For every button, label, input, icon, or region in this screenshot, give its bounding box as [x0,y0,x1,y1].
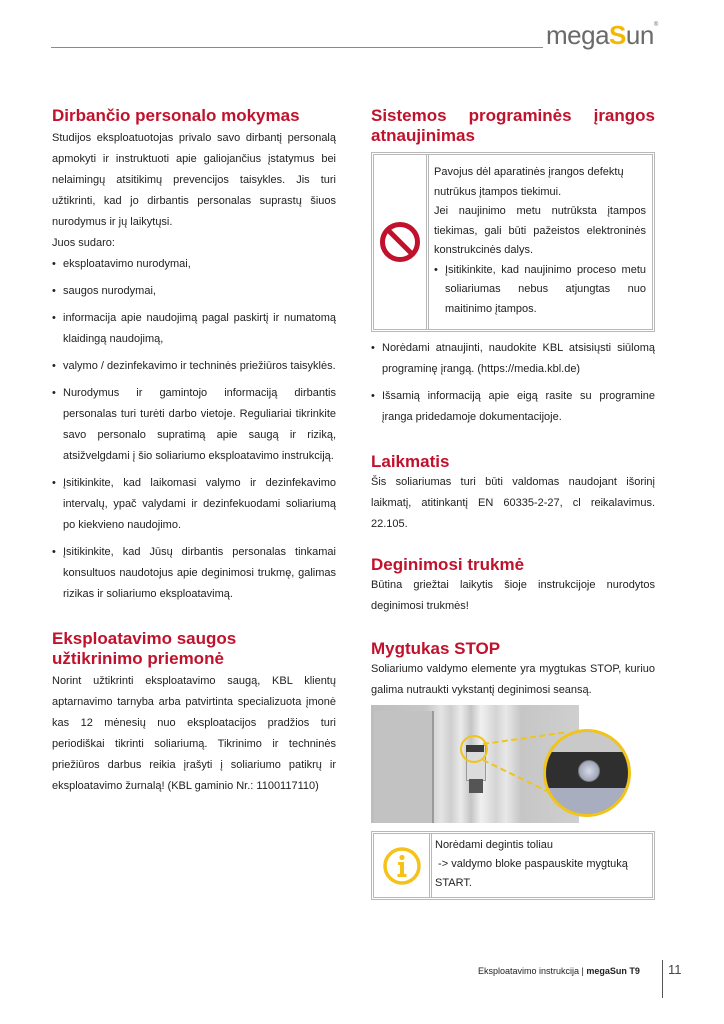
footer-doc-title [478,966,640,976]
info-text [432,834,652,897]
list-item: • valymo / dezinfekavimo ir techninės priežiūros taisyklės. [52,356,336,377]
staff-training-list [52,254,336,605]
page-number: 11 [668,962,682,977]
warning-bullet: • Įsitikinkite, kad naujinimo proceso metu soliariumas nebus atjungtas nuo maitinimo įtampos. [434,261,646,320]
header-rule [51,47,543,48]
timer-body: Šis soliariumas turi būti valdomas naudojant išorinį laikmatį, atitinkantį EN 60335-2-27, cl reikalavimus. 22.105. [371,476,655,530]
tanning-duration-body: Būtina griežtai laikytis šioje instrukcijoje nurodytos deginimosi trukmės! [371,579,655,612]
list-item: • eksploatavimo nurodymai, [52,254,336,275]
warning-icon-cell [374,155,429,329]
title-line-1: Eksploatavimo saugos [52,629,237,648]
info-line-1: Norėdami degintis toliau [435,839,554,851]
info-line-2: -> valdymo bloke paspauskite mygtuką [435,858,628,870]
software-update-list [371,338,655,428]
title-line-2: užtikrinimo priemonė [52,649,224,668]
stop-button-icon [578,760,600,782]
solarium-door [374,711,434,823]
magnified-top [546,732,628,754]
warning-box [371,152,655,332]
list-item: • Įsitikinkite, kad laikomasi valymo ir dezinfekavimo intervalų, ypač valydami ir dezinfekuodami soliariumą po kiekvieno naudojimo. [52,473,336,536]
list-item: • Nurodymus ir gamintojo informaciją dirbantis personalas turi turėti darbo vietoje. Reguliariai tikrinkite savo personalo supratimą apie saugą ir riziką, atsižvelgdami į šio soliariumo eksploatavimo instrukciją. [52,383,336,467]
warning-line-2: Jei naujinimo metu nutrūksta įtampos tiekimas, gali būti pažeistos elektroninės konstrukcinės dalys. [434,205,646,256]
control-unit-plug [469,779,483,793]
section-title-software-update: Sistemos programinės įrangos atnaujinimas [371,106,655,145]
magnified-stop-button [543,729,631,817]
stop-button-body: Soliariumo valdymo elemente yra mygtukas STOP, kuriuo galima nutraukti vykstantį deginimosi seansą. [371,663,655,696]
list-item: • Įsitikinkite, kad Jūsų dirbantis personalas tinkamai konsultuos naudotojus apie deginimosi trukmę, galimas rizikas ir soliariumo eksploatavimą. [52,542,336,605]
footer-title: Eksploatavimo instrukcija | [478,966,587,976]
info-box [371,831,655,900]
registered-mark: ® [653,22,658,28]
section-title-timer: Laikmatis [371,452,450,471]
info-icon [382,846,422,886]
list-item: • Norėdami atnaujinti, naudokite KBL atsisiųsti siūlomą programinę įrangą. (https://media.kbl.de) [371,338,655,380]
list-label: Juos sudaro: [52,237,115,249]
prohibition-icon [379,221,421,263]
section-title-stop-button: Mygtukas STOP [371,639,501,658]
stop-button-illustration [371,705,661,823]
logo-text-mega: mega [546,20,610,50]
staff-training-intro: Studijos eksploatuotojas privalo savo dirbantį personalą apmokyti ir instruktuoti apie galiojančius įstatymus bei nelaimingų atsitikimų prevencijos taisykles. Jis turi užtikrinti, kad jo dirbantis personalas suprastų šiuos nurodymus ir jų laikytųsi. [52,132,336,228]
footer-separator [662,960,663,998]
section-title-tanning-duration: Deginimosi trukmė [371,555,525,574]
megasun-logo [546,20,658,51]
footer-product: megaSun T9 [586,966,640,976]
warning-list [434,261,646,320]
info-icon-cell [374,834,432,897]
list-item: • saugos nurodymai, [52,281,336,302]
left-column [52,106,336,797]
warning-text [429,155,652,329]
warning-line-1: Pavojus dėl aparatinės įrangos defektų nutrūkus įtampos tiekimui. [434,166,624,198]
list-item: • Išsamią informaciją apie eigą rasite su programine įranga pridedamoje dokumentacijoje. [371,386,655,428]
info-line-3: START. [435,877,472,889]
safety-measures-body: Norint užtikrinti eksploatavimo saugą, KBL klientų aptarnavimo tarnyba arba patvirtinta specializuota įmonė kas 12 mėnesių nuo eksploatacijos pradžios turi periodiškai tikrinti soliariumą. Tikrinimo ir techninės priežiūros darbus reikia įrašyti į soliariumo patikrų ir eksploatavimo žurnalą! (KBL gaminio Nr.: 1100117110) [52,675,336,792]
list-item: • informacija apie naudojimą pagal paskirtį ir numatomą klaidingą naudojimą, [52,308,336,350]
section-title-safety-measures [52,629,336,669]
section-title-staff-training: Dirbančio personalo mokymas [52,106,300,125]
logo-text-un: un [625,20,654,50]
logo-text-s: S [609,20,626,50]
right-column [371,106,655,900]
